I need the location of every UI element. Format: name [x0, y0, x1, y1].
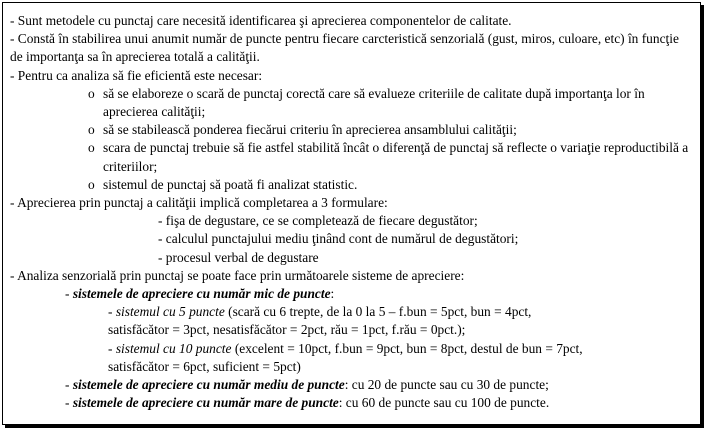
- forms-intro: - Aprecierea prin punctaj a calităţii implică completarea a 3 formulare:: [10, 195, 388, 211]
- bullet-text: să se elaboreze o scară de punctaj corectă care să evalueze criteriile de calitate după importanţa lor în aprecierea calităţii;: [103, 85, 645, 120]
- system-medium-desc: : cu 20 de puncte sau cu 30 de puncte;: [344, 377, 549, 393]
- system-medium-title: sistemele de apreciere cu număr mediu de puncte: [72, 377, 345, 393]
- bullet-item-4: [10, 176, 692, 194]
- dash: -: [108, 304, 116, 320]
- form-item-2: - calculul punctajului mediu ţinând cont de numărul de degustători;: [158, 231, 519, 247]
- bullet-marker: o: [88, 176, 95, 192]
- system-large-title: sistemele de apreciere cu număr mare de puncte: [72, 395, 339, 411]
- intro-line-2: - Constă în stabilirea unui anumit număr de puncte pentru fiecare carcteristică senzorială (gust, miros, culoare, etc) în funcţie de importanţa sa în aprecierea totală a calităţii.: [10, 31, 679, 65]
- dash: -: [65, 377, 73, 393]
- bullet-marker: o: [88, 140, 95, 156]
- intro-line-3: - Pentru ca analiza să fie eficientă este necesar:: [10, 67, 263, 83]
- system-large-desc: : cu 60 de puncte sau cu 100 de puncte.: [338, 395, 550, 411]
- bullet-marker: o: [88, 85, 95, 101]
- dash: -: [65, 395, 73, 411]
- system-small-title: sistemele de apreciere cu număr mic de puncte: [72, 286, 331, 302]
- form-item-3: - procesul verbal de degustare: [158, 249, 319, 265]
- system-small-heading: [10, 285, 692, 303]
- text-box-frame: [2, 2, 701, 425]
- bullet-text: scara de punctaj trebuie să fie astfel stabilită încât o diferenţă de punctaj să reflecte o variaţie reproductibilă a criteriilor;: [103, 140, 689, 174]
- text-box-content: [10, 12, 692, 412]
- bullet-marker: o: [88, 122, 95, 138]
- system-10-name: sistemul cu 10 puncte: [115, 340, 232, 356]
- system-medium-line: [10, 376, 692, 394]
- form-item-1: - fişa de degustare, ce se completează de fiecare degustător;: [158, 213, 478, 229]
- system-10-line-1: [10, 340, 692, 358]
- system-5-line-2: satisfăcător = 3pct, nesatisfăcător = 2pct, rău = 1pct, f.rău = 0pct.);: [108, 322, 466, 338]
- bullet-text: sistemul de punctaj să poată fi analizat statistic.: [103, 176, 358, 192]
- system-5-desc: (scară cu 6 trepte, de la 0 la 5 – f.bun = 5pct, bun = 4pct,: [224, 304, 532, 320]
- colon: :: [330, 286, 335, 302]
- dash: -: [65, 286, 73, 302]
- system-10-desc: (excelent = 10pct, f.bun = 9pct, bun = 8pct, destul de bun = 7pct,: [231, 340, 583, 356]
- system-5-line-1: [10, 303, 692, 321]
- bullet-item-2: [10, 121, 692, 139]
- dash: -: [108, 340, 116, 356]
- bullet-item-3: [10, 139, 692, 175]
- bullet-text: să se stabilească ponderea fiecărui criteriu în aprecierea ansamblului calităţii;: [103, 122, 517, 138]
- analysis-intro: - Analiza senzorială prin punctaj se poate face prin următoarele sisteme de apreciere:: [10, 267, 465, 283]
- bullet-item-1: [10, 85, 692, 121]
- intro-line-1: - Sunt metodele cu punctaj care necesită identificarea şi aprecierea componentelor de calitate.: [10, 13, 512, 28]
- system-10-line-2: satisfăcător = 6pct, suficient = 5pct): [108, 358, 301, 374]
- system-5-name: sistemul cu 5 puncte: [115, 304, 225, 320]
- system-large-line: [10, 394, 692, 412]
